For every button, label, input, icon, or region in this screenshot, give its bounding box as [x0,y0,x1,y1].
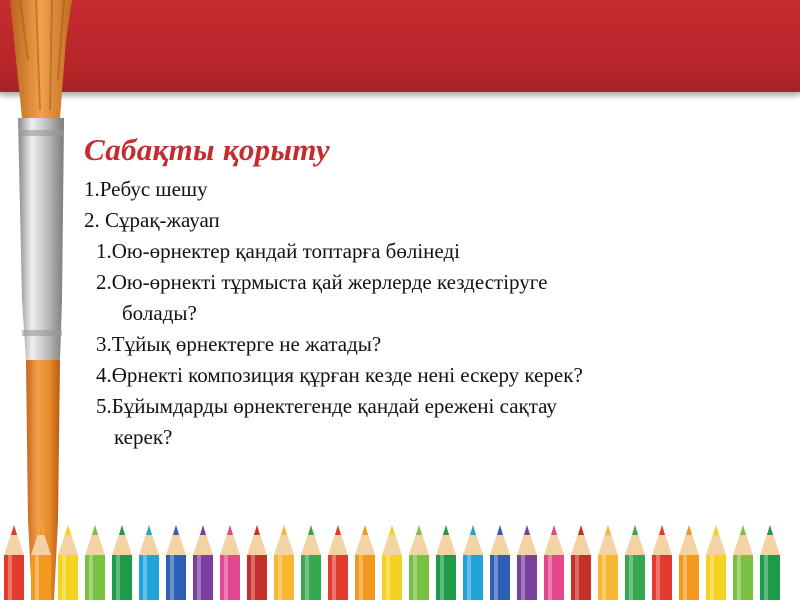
pencil [490,525,510,600]
pencil [625,525,645,600]
list-item: 1.Ою-өрнектер қандай топтарға бөлінеді [96,239,460,263]
pencil [382,525,402,600]
pencil [301,525,321,600]
pencil [409,525,429,600]
pencil [166,525,186,600]
pencil [436,525,456,600]
pencil [544,525,564,600]
pencil [4,525,24,600]
slide-title: Сабақты қорыту [84,132,330,167]
pencil [31,525,51,600]
pencil [139,525,159,600]
content-block [84,128,764,453]
list-item: 2. Сұрақ-жауап [84,208,220,232]
pencil [328,525,348,600]
list-item: 2.Ою-өрнекті тұрмыста қай жерлерде кездестіруге [96,270,548,294]
pencil [571,525,591,600]
list-item: 3.Тұйық өрнектерге не жатады? [96,332,382,356]
pencil [112,525,132,600]
header-banner [0,0,800,92]
list-item: 5.Бұйымдарды өрнектегенде қандай ережені сақтау [96,394,557,418]
list-item-continuation: керек? [114,425,173,449]
pencil [679,525,699,600]
pencil [193,525,213,600]
pencil [58,525,78,600]
list-item: 4.Өрнекті композиция құрған кезде нені ескеру керек? [96,363,583,387]
pencil [733,525,753,600]
pencil [517,525,537,600]
pencil [760,525,780,600]
pencil [598,525,618,600]
pencil [247,525,267,600]
pencil [463,525,483,600]
pencil [220,525,240,600]
pencil [652,525,672,600]
colored-pencils-icon [0,525,800,600]
list-item-continuation: болады? [122,301,197,325]
pencil [274,525,294,600]
pencil [85,525,105,600]
list-item: 1.Ребус шешу [84,177,208,201]
pencil [706,525,726,600]
paintbrush-icon [0,0,90,600]
pencil [355,525,375,600]
